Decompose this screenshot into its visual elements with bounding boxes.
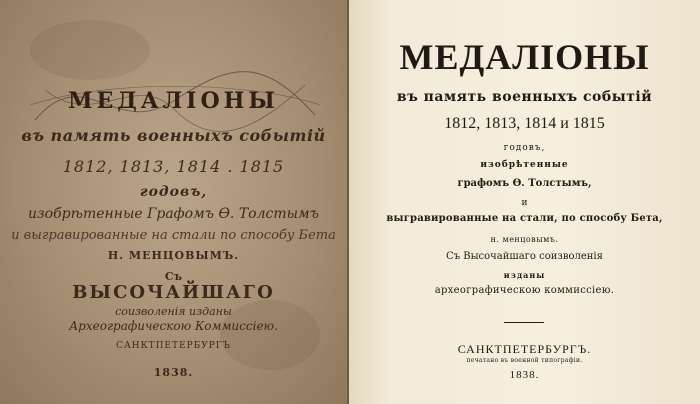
- cover-subtitle: въ память военныхъ событій: [21, 126, 326, 145]
- cover-years: 1812, 1813, 1814 . 1815: [62, 157, 285, 176]
- title-page-godov: годовъ,: [503, 143, 546, 153]
- cover-title: МЕДАЛІОНЫ: [68, 88, 279, 114]
- title-page-count: графомъ Ѳ. Толстымъ,: [457, 178, 592, 189]
- book-cover: [0, 0, 349, 404]
- title-page-and: и: [521, 198, 528, 208]
- cover-commission: Археографическою Коммиссіею.: [69, 319, 278, 333]
- divider-rule: [504, 322, 544, 323]
- cover-highest: ВЫСОЧАЙШАГО: [72, 282, 275, 303]
- title-page-author: н. менцовымъ.: [490, 235, 559, 244]
- cover-engraved-by: и выгравированные на стали по способу Бета: [11, 228, 336, 243]
- title-page-engraved: выгравированные на стали, по способу Бета,: [386, 213, 663, 224]
- title-page-city: САНКТПЕТЕРБУРГЪ.: [457, 342, 592, 356]
- title-page-permission: Съ Высочайшаго соизволенія: [446, 251, 603, 262]
- title-page-year: 1838.: [509, 369, 540, 381]
- title-page-published: изданы: [503, 270, 546, 280]
- title-page-invented: изобрѣтенные: [480, 160, 569, 170]
- cover-city: САНКТПЕТЕРБУРГЪ: [116, 341, 231, 351]
- cover-with: Съ: [164, 270, 183, 283]
- title-page-printer: печатано въ военной типографіи.: [466, 357, 583, 364]
- title-page-commission: археографическою коммиссіею.: [434, 285, 615, 296]
- title-page-title: МЕДАЛІОНЫ: [399, 37, 650, 77]
- title-page-subtitle: въ память военныхъ событій: [396, 89, 653, 105]
- cover-author: Н. МЕНЦОВЫМЪ.: [107, 249, 240, 262]
- cover-godov: годовъ,: [139, 184, 208, 200]
- cover-permission: соизволенія изданы: [115, 305, 232, 318]
- cover-year: 1838.: [153, 366, 194, 379]
- cover-invented-by: изобрѣтенные Графомъ Ѳ. Толстымъ: [28, 206, 319, 222]
- title-page-years: 1812, 1813, 1814 и 1815: [444, 115, 605, 132]
- title-page: [349, 0, 700, 404]
